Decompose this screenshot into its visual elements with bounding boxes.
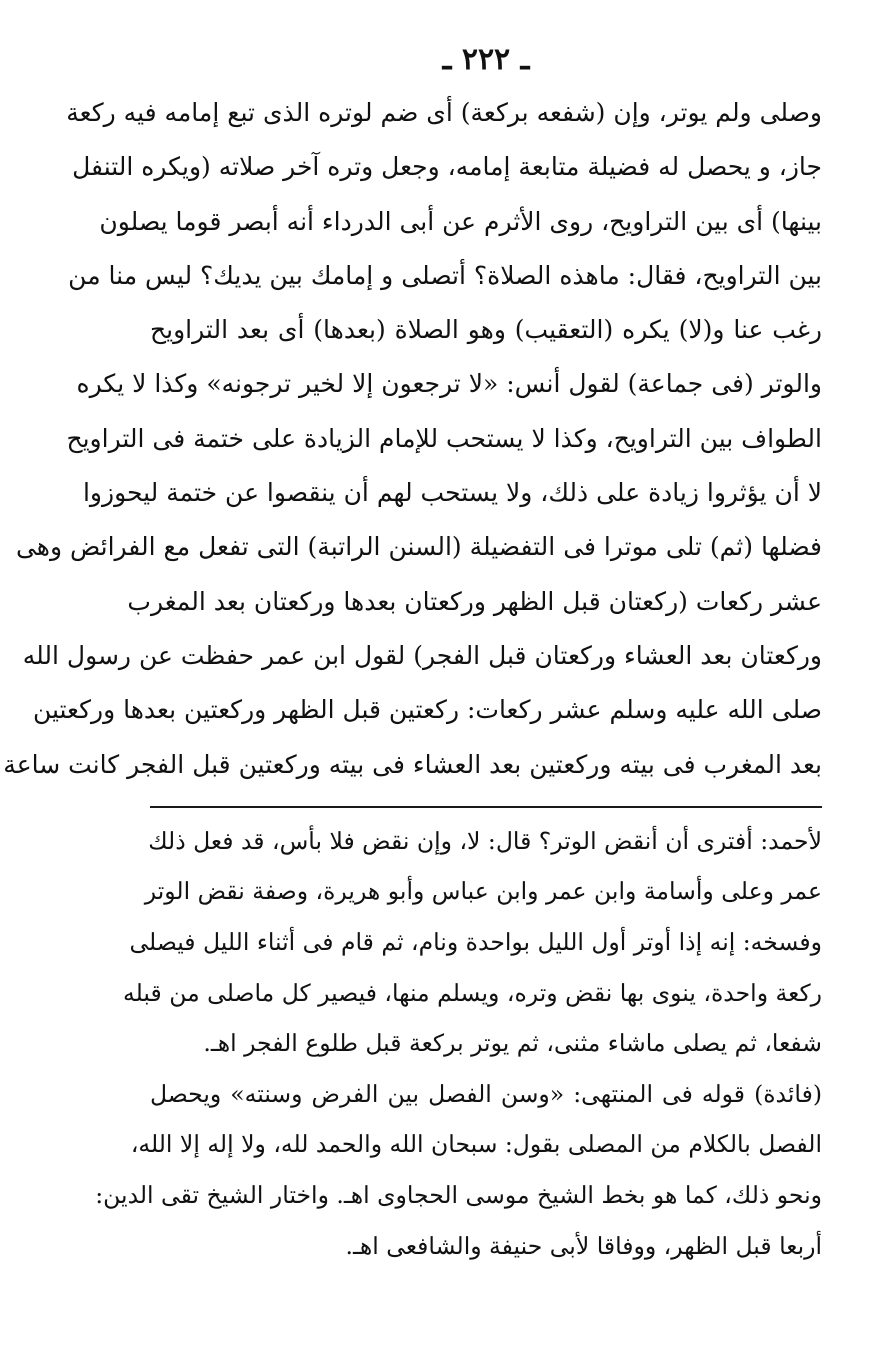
main-text-line: لا أن يؤثروا زيادة على ذلك، ولا يستحب لهم أن ينقصوا عن ختمة ليحوزوا: [82, 478, 822, 508]
main-text-line: عشر ركعات (ركعتان قبل الظهر وركعتان بعدها وركعتان بعد المغرب: [127, 586, 822, 616]
page-number: ـ ٢٢٢ ـ: [442, 42, 530, 77]
book-page: [3, 38, 822, 1338]
main-text-line: بعد المغرب فى بيته وركعتين بعد العشاء فى بيته وركعتين قبل الفجر كانت ساعة: [3, 749, 822, 779]
main-text-line: بينها) أى بين التراويح، روى الأثرم عن أبى الدرداء أنه أبصر قوما يصلون: [99, 206, 822, 236]
footnote-section: [95, 816, 822, 1271]
footnote-line: شفعا، ثم يصلى ماشاء مثنى، ثم يوتر بركعة قبل طلوع الفجر اهـ.: [203, 1029, 822, 1058]
main-text-line: وركعتان بعد العشاء وركعتان قبل الفجر) لقول ابن عمر حفظت عن رسول الله: [22, 640, 822, 670]
main-text-line: صلى الله عليه وسلم عشر ركعات: ركعتين قبل الظهر وركعتين بعدها وركعتين: [32, 695, 822, 725]
main-text-line: وصلى ولم يوتر، وإن (شفعه بركعة) أى ضم لوتره الذى تبع إمامه فيه ركعة: [66, 98, 822, 127]
main-text-line: والوتر (فى جماعة) لقول أنس: «لا ترجعون إلا لخير ترجونه» وكذا لا يكره: [76, 369, 822, 399]
footnote-line: ركعة واحدة، ينوى بها نقض وتره، ويسلم منها، فيصير كل ماصلى من قبله: [123, 978, 822, 1007]
footnote-line: وفسخه: إنه إذا أوتر أول الليل بواحدة ونام، ثم قام فى أثناء الليل فيصلى: [129, 928, 822, 957]
main-text-line: فضلها (ثم) تلى موترا فى التفضيلة (السنن الراتبة) التى تفعل مع الفرائض وهى: [15, 532, 822, 562]
main-text-line: جاز، و يحصل له فضيلة متابعة إمامه، وجعل وتره آخر صلاته (ويكره التنفل: [72, 152, 822, 182]
footnote-line: عمر وعلى وأسامة وابن عمر وابن عباس وأبو هريرة، وصفة نقض الوتر: [144, 877, 822, 906]
footnote-line: (فائدة) قوله فى المنتهى: «وسن الفصل بين الفرض وسنته» ويحصل: [150, 1079, 822, 1108]
main-text-line: بين التراويح، فقال: ماهذه الصلاة؟ أتصلى و إمامك بين يديك؟ ليس منا من: [68, 260, 822, 290]
footnote-divider: [150, 806, 822, 808]
main-text-line: رغب عنا و(لا) يكره (التعقيب) وهو الصلاة (بعدها) أى بعد التراويح: [150, 315, 822, 345]
main-text: [3, 86, 822, 792]
footnote-line: لأحمد: أفترى أن أنقض الوتر؟ قال: لا، وإن نقض فلا بأس، قد فعل ذلك: [148, 826, 822, 855]
footnote-line: الفصل بالكلام من المصلى بقول: سبحان الله والحمد لله، ولا إله إلا الله،: [130, 1130, 822, 1159]
main-text-line: الطواف بين التراويح، وكذا لا يستحب للإمام الزيادة على ختمة فى التراويح: [66, 423, 822, 453]
footnote-line: أربعا قبل الظهر، ووفاقا لأبى حنيفة والشافعى اهـ.: [345, 1231, 822, 1260]
footnote-line: ونحو ذلك، كما هو بخط الشيخ موسى الحجاوى اهـ. واختار الشيخ تقى الدين:: [95, 1181, 822, 1210]
